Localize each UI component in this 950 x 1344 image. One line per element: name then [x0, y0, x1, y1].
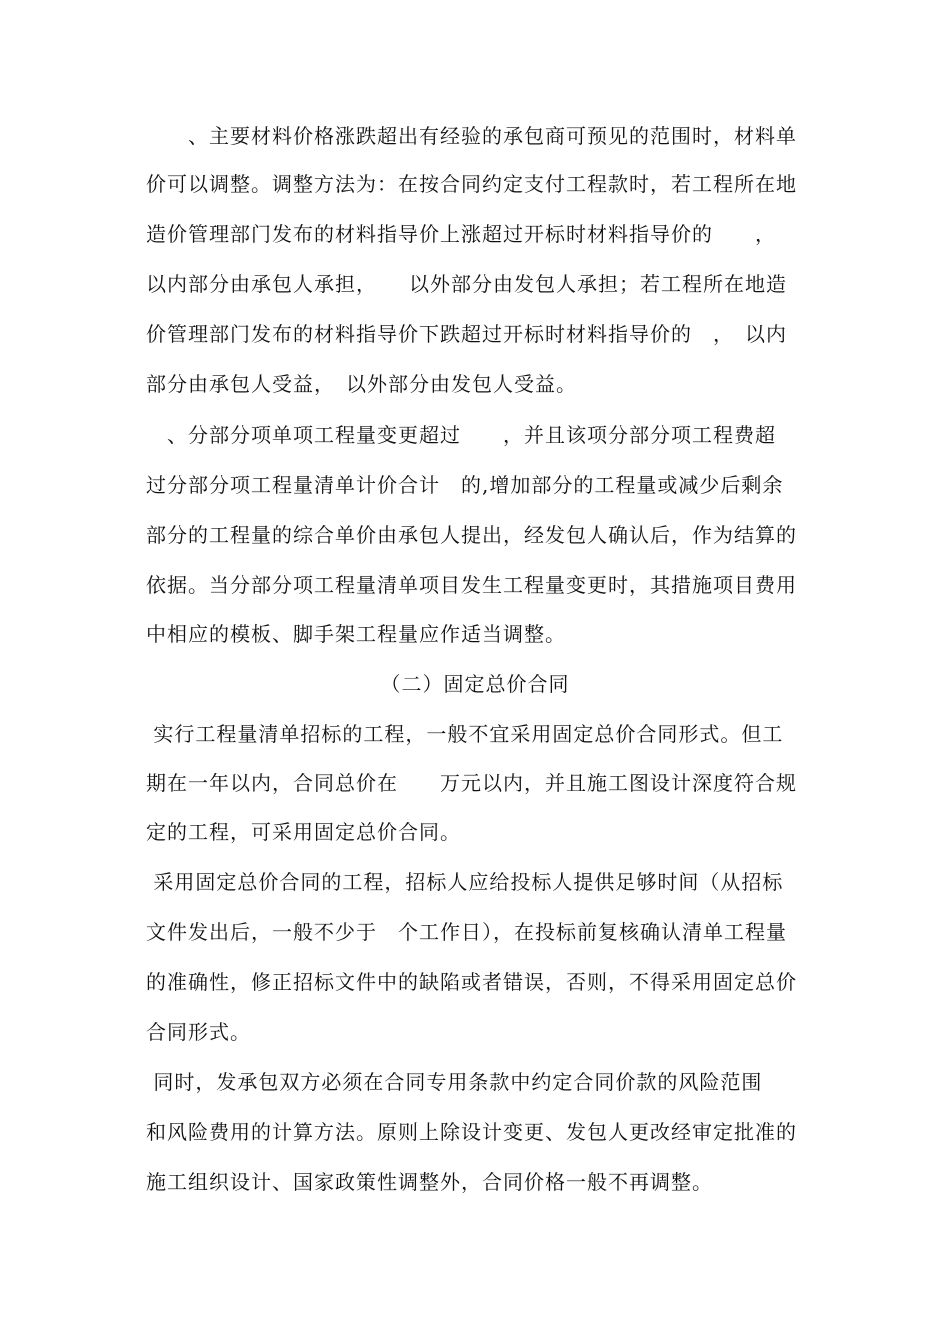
- text-line: 过分部分项工程量清单计价合计 的,增加部分的工程量或减少后剩余: [146, 473, 784, 497]
- text-line: 依据。当分部分项工程量清单项目发生工程量变更时，其措施项目费用: [146, 573, 797, 597]
- text-line: 、分部分项单项工程量变更超过 ，并且该项分部分项工程费超: [146, 423, 776, 447]
- text-line: 合同形式。: [146, 1020, 251, 1044]
- text-line: 部分由承包人受益， 以外部分由发包人受益。: [146, 372, 577, 396]
- text-line: 文件发出后，一般不少于 个工作日），在投标前复核确认清单工程量: [146, 920, 787, 944]
- text-line: 实行工程量清单招标的工程，一般不宜采用固定总价合同形式。但工: [146, 722, 784, 746]
- text-line: 部分的工程量的综合单价由承包人提出，经发包人确认后，作为结算的: [146, 523, 797, 547]
- text-line: 价管理部门发布的材料指导价下跌超过开标时材料指导价的 ， 以内: [146, 322, 787, 346]
- text-line: 的准确性，修正招标文件中的缺陷或者错误，否则，不得采用固定总价: [146, 970, 797, 994]
- text-line: 采用固定总价合同的工程，招标人应给投标人提供足够时间（从招标: [146, 870, 784, 894]
- text-line: 以内部分由承包人承担， 以外部分由发包人承担；若工程所在地造: [146, 272, 787, 296]
- text-line: 和风险费用的计算方法。原则上除设计变更、发包人更改经审定批准的: [146, 1120, 797, 1144]
- text-line: 中相应的模板、脚手架工程量应作适当调整。: [146, 622, 566, 646]
- section-heading: （二）固定总价合同: [380, 672, 570, 696]
- text-line: 同时，发承包双方必须在合同专用条款中约定合同价款的风险范围: [146, 1070, 763, 1094]
- text-line: 施工组织设计、国家政策性调整外，合同价格一般不再调整。: [146, 1170, 713, 1194]
- text-line: 价可以调整。调整方法为：在按合同约定支付工程款时，若工程所在地: [146, 172, 797, 196]
- text-line: 、主要材料价格涨跌超出有经验的承包商可预见的范围时，材料单: [146, 124, 797, 148]
- text-line: 期在一年以内，合同总价在 万元以内，并且施工图设计深度符合规: [146, 771, 797, 795]
- text-line: 造价管理部门发布的材料指导价上涨超过开标时材料指导价的 ，: [146, 222, 776, 246]
- text-line: 定的工程，可采用固定总价合同。: [146, 820, 461, 844]
